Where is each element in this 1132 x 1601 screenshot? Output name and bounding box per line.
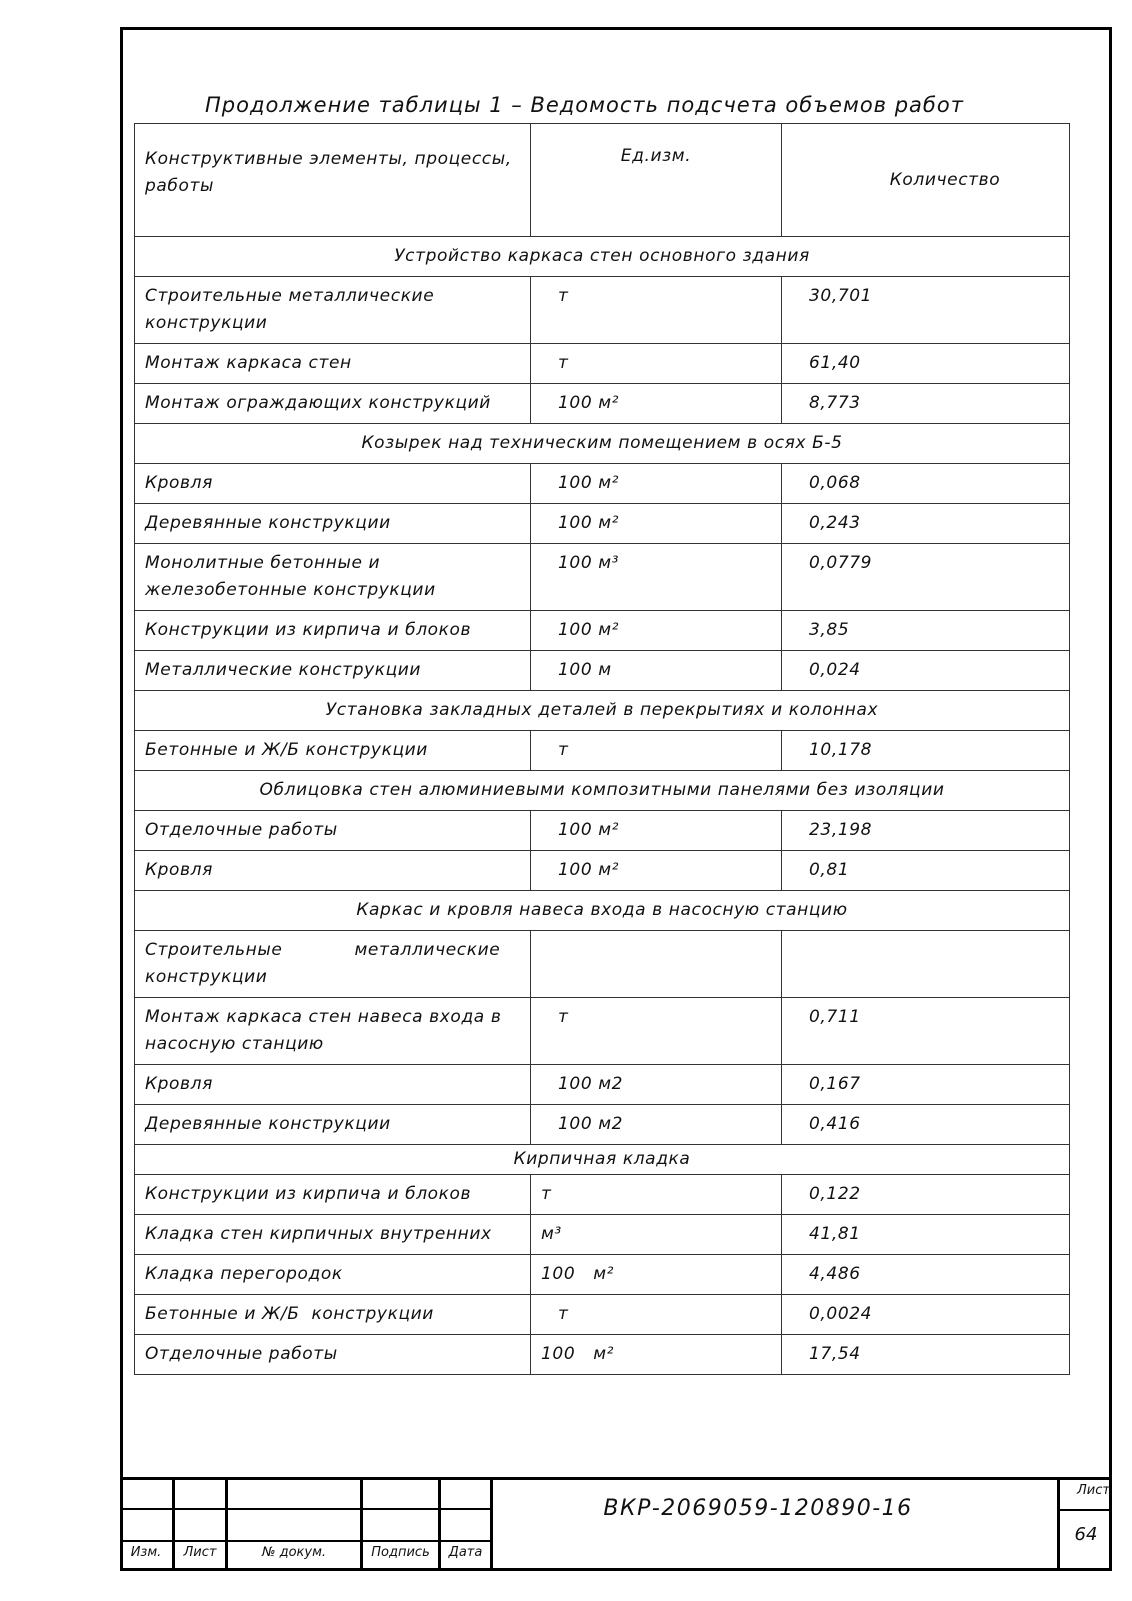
table-row (135, 544, 1070, 611)
cell-name: Кровля (135, 464, 531, 504)
sheet-label: Лист (1077, 1483, 1110, 1498)
cell-unit: 100 м2 (531, 1105, 782, 1145)
cell-qty: 0,81 (782, 851, 1070, 891)
cell-name: Отделочные работы (135, 811, 531, 851)
cell-unit: 100 м² (531, 611, 782, 651)
table-row (135, 277, 1070, 344)
section-row (135, 424, 1070, 464)
cell-name: Кровля (135, 851, 531, 891)
section-title: Каркас и кровля навеса входа в насосную станцию (135, 891, 1070, 931)
cell-name: Монтаж каркаса стен навеса входа в насосную станцию (135, 998, 531, 1065)
cell-qty: 0,0024 (782, 1295, 1070, 1335)
cell-qty (782, 931, 1070, 998)
cell-name: Монтаж каркаса стен (135, 344, 531, 384)
table-row (135, 344, 1070, 384)
table-row (135, 1065, 1070, 1105)
cell-qty: 30,701 (782, 277, 1070, 344)
table-row (135, 851, 1070, 891)
cell-unit: 100 м² (531, 464, 782, 504)
label-list: Лист (183, 1545, 217, 1560)
section-row (135, 691, 1070, 731)
table-row (135, 1255, 1070, 1295)
cell-qty: 23,198 (782, 811, 1070, 851)
cell-name: Конструкции из кирпича и блоков (135, 1175, 531, 1215)
cell-qty: 0,243 (782, 504, 1070, 544)
section-title: Установка закладных деталей в перекрытиях и колоннах (135, 691, 1070, 731)
title-block (120, 1477, 1112, 1571)
cell-unit: 100 м² (531, 811, 782, 851)
cell-name: Деревянные конструкции (135, 504, 531, 544)
table-row (135, 464, 1070, 504)
section-row (135, 891, 1070, 931)
cell-unit: 100 м2 (531, 1065, 782, 1105)
section-row (135, 771, 1070, 811)
cell-qty: 0,416 (782, 1105, 1070, 1145)
cell-name: Конструкции из кирпича и блоков (135, 611, 531, 651)
cell-qty: 61,40 (782, 344, 1070, 384)
cell-qty: 4,486 (782, 1255, 1070, 1295)
cell-name: Строительные металлические конструкции (135, 931, 531, 998)
cell-unit: т (531, 1175, 782, 1215)
cell-name: Отделочные работы (135, 1335, 531, 1375)
cell-qty: 0,167 (782, 1065, 1070, 1105)
table-row (135, 998, 1070, 1065)
cell-name: Монтаж ограждающих конструкций (135, 384, 531, 424)
table-row (135, 1175, 1070, 1215)
cell-qty: 17,54 (782, 1335, 1070, 1375)
label-doc-number: № докум. (261, 1545, 327, 1560)
cell-unit: 100 м² (531, 384, 782, 424)
section-row (135, 237, 1070, 277)
cell-unit: т (531, 1295, 782, 1335)
cell-unit: 100 м (531, 651, 782, 691)
table-row (135, 931, 1070, 998)
label-date: Дата (448, 1545, 483, 1560)
cell-name: Металлические конструкции (135, 651, 531, 691)
section-row (135, 1145, 1070, 1175)
table-row (135, 1295, 1070, 1335)
header-unit: Ед.изм. (531, 124, 782, 237)
table-title: Продолжение таблицы 1 – Ведомость подсчета объемов работ (205, 93, 964, 117)
table-row (135, 811, 1070, 851)
cell-name: Строительные металлические конструкции (135, 277, 531, 344)
cell-name: Кладка стен кирпичных внутренних (135, 1215, 531, 1255)
section-title: Устройство каркаса стен основного здания (135, 237, 1070, 277)
cell-qty: 0,024 (782, 651, 1070, 691)
cell-name: Кровля (135, 1065, 531, 1105)
table-row (135, 504, 1070, 544)
cell-qty: 0,068 (782, 464, 1070, 504)
table-row (135, 611, 1070, 651)
header-quantity: Количество (782, 124, 1070, 237)
cell-unit: т (531, 344, 782, 384)
section-title: Козырек над техническим помещением в осях Б-5 (135, 424, 1070, 464)
cell-qty: 0,122 (782, 1175, 1070, 1215)
cell-name: Деревянные конструкции (135, 1105, 531, 1145)
table-row (135, 651, 1070, 691)
cell-qty: 41,81 (782, 1215, 1070, 1255)
table-row (135, 1215, 1070, 1255)
table-header-row (135, 124, 1070, 237)
section-title: Кирпичная кладка (135, 1145, 1070, 1175)
section-title: Облицовка стен алюминиевыми композитными панелями без изоляции (135, 771, 1070, 811)
cell-qty: 0,0779 (782, 544, 1070, 611)
cell-qty: 3,85 (782, 611, 1070, 651)
cell-name: Бетонные и Ж/Б конструкции (135, 1295, 531, 1335)
table-row (135, 1335, 1070, 1375)
cell-name: Кладка перегородок (135, 1255, 531, 1295)
table-row (135, 1105, 1070, 1145)
table-row (135, 384, 1070, 424)
cell-unit: 100 м² (531, 1255, 782, 1295)
cell-unit: 100 м² (531, 1335, 782, 1375)
document-code: ВКР-2069059-120890-16 (603, 1496, 913, 1521)
header-elements: Конструктивные элементы, процессы, работы (135, 124, 531, 237)
cell-unit: т (531, 731, 782, 771)
cell-unit (531, 931, 782, 998)
cell-unit: 100 м² (531, 851, 782, 891)
cell-unit: м³ (531, 1215, 782, 1255)
works-table (134, 123, 1070, 1375)
sheet-number: 64 (1074, 1524, 1098, 1545)
cell-qty: 10,178 (782, 731, 1070, 771)
cell-unit: т (531, 277, 782, 344)
cell-qty: 0,711 (782, 998, 1070, 1065)
cell-qty: 8,773 (782, 384, 1070, 424)
cell-unit: 100 м³ (531, 544, 782, 611)
label-signature: Подпись (371, 1545, 430, 1560)
cell-name: Монолитные бетонные и железобетонные конструкции (135, 544, 531, 611)
label-izm: Изм. (130, 1545, 162, 1560)
cell-name: Бетонные и Ж/Б конструкции (135, 731, 531, 771)
table-row (135, 731, 1070, 771)
cell-unit: 100 м² (531, 504, 782, 544)
cell-unit: т (531, 998, 782, 1065)
